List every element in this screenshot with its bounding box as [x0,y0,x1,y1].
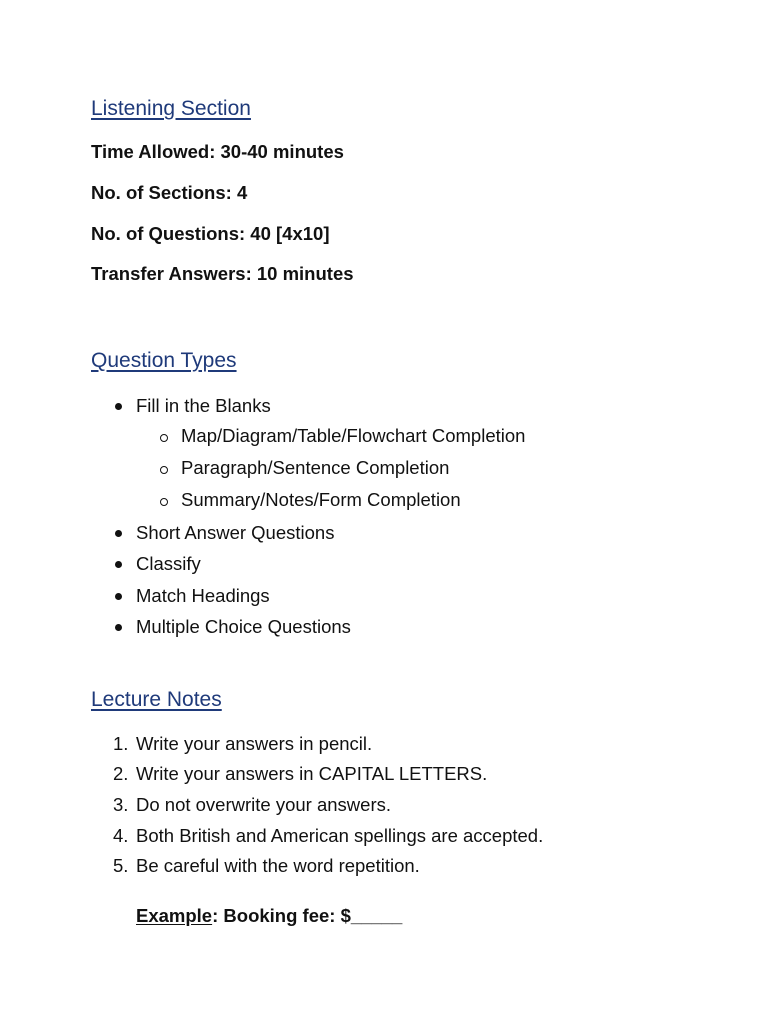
time-allowed-line: Time Allowed: 30-40 minutes [91,141,344,162]
note-item-repetition: Be careful with the word repetition. [136,855,420,876]
question-types-heading: Question Types [91,349,237,372]
list-item-fill-blanks: Fill in the Blanks [136,395,271,416]
list-item-short-answer: Short Answer Questions [136,522,335,543]
bullet-icon [115,530,122,537]
transfer-answers-line: Transfer Answers: 10 minutes [91,263,354,284]
example-text: : Booking fee: $_____ [212,904,403,926]
list-number: 3. [113,794,129,815]
list-number: 5. [113,855,129,876]
sub-item-paragraph-completion: Paragraph/Sentence Completion [181,457,450,478]
note-item-pencil: Write your answers in pencil. [136,733,373,754]
list-number: 2. [113,763,129,784]
bullet-icon [115,561,122,568]
note-item-capital-letters: Write your answers in CAPITAL LETTERS. [136,763,488,784]
questions-count-line: No. of Questions: 40 [4x10] [91,223,330,244]
listening-section-heading: Listening Section [91,97,251,120]
note-item-spellings: Both British and American spellings are accepted. [136,825,544,846]
lecture-notes-heading: Lecture Notes [91,688,222,711]
bullet-icon [115,624,122,631]
sub-item-summary-completion: Summary/Notes/Form Completion [181,489,461,510]
list-item-classify: Classify [136,553,201,574]
circle-bullet-icon [160,434,168,442]
bullet-icon [115,593,122,600]
circle-bullet-icon [160,466,168,474]
sub-item-map-completion: Map/Diagram/Table/Flowchart Completion [181,425,526,446]
list-number: 4. [113,825,129,846]
example-line [136,905,402,927]
bullet-icon [115,403,122,410]
list-item-match-headings: Match Headings [136,585,270,606]
list-number: 1. [113,733,129,754]
list-item-multiple-choice: Multiple Choice Questions [136,616,351,637]
example-label: Example [136,904,213,926]
sections-count-line: No. of Sections: 4 [91,182,248,203]
note-item-overwrite: Do not overwrite your answers. [136,794,391,815]
circle-bullet-icon [160,498,168,506]
